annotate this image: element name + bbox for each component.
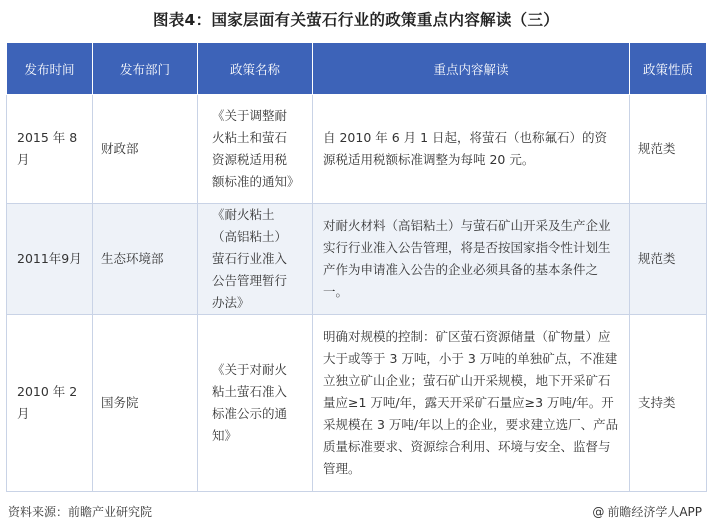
cell-policy: 《关于对耐火粘土萤石准入标准公示的通知》 <box>198 315 313 492</box>
header-department: 发布部门 <box>93 43 198 95</box>
cell-department: 生态环境部 <box>93 204 198 315</box>
cell-date: 2011年9月 <box>7 204 93 315</box>
cell-nature: 支持类 <box>630 315 707 492</box>
cell-nature: 规范类 <box>630 204 707 315</box>
header-policy: 政策名称 <box>198 43 313 95</box>
cell-date: 2015 年 8 月 <box>7 95 93 204</box>
cell-date: 2010 年 2 月 <box>7 315 93 492</box>
cell-nature: 规范类 <box>630 95 707 204</box>
table-row <box>7 315 707 492</box>
policy-table <box>6 42 707 492</box>
table-row <box>7 95 707 204</box>
brand-credit <box>592 503 702 520</box>
cell-department: 国务院 <box>93 315 198 492</box>
header-date: 发布时间 <box>7 43 93 95</box>
cell-policy: 《耐火粘土（高铝粘土）萤石行业准入公告管理暂行办法》 <box>198 204 313 315</box>
cell-content: 明确对规模的控制：矿区萤石资源储量（矿物量）应大于或等于 3 万吨，小于 3 万吨的单独矿点，不准建立独立矿山企业；萤石矿山开采规模，地下开采矿石量应≥1 万吨/年，露天开采矿石量应≥3 万吨/年。开采规模在 3 万吨/年以上的企业，要求建立选厂、产品质量标准要求、资源综合利用、环境与安全、监督与管理。 <box>313 315 630 492</box>
header-nature: 政策性质 <box>630 43 707 95</box>
table-row <box>7 204 707 315</box>
cell-content: 自 2010 年 6 月 1 日起，将萤石（也称氟石）的资源税适用税额标准调整为每吨 20 元。 <box>313 95 630 204</box>
source-note: 资料来源：前瞻产业研究院 <box>8 505 153 519</box>
brand-label: 前瞻经济学人APP <box>607 505 702 519</box>
cell-content: 对耐火材料（高铝粘土）与萤石矿山开采及生产企业实行行业准入公告管理，将是否按国家指令性计划生产作为申请准入公告的企业必须具备的基本条件之一。 <box>313 204 630 315</box>
page-title: 图表4：国家层面有关萤石行业的政策重点内容解读（三） <box>152 11 560 29</box>
header-content: 重点内容解读 <box>313 43 630 95</box>
table-header-row <box>7 43 707 95</box>
cell-policy: 《关于调整耐火粘土和萤石资源税适用税额标准的通知》 <box>198 95 313 204</box>
at-icon: @ <box>592 504 605 519</box>
cell-department: 财政部 <box>93 95 198 204</box>
